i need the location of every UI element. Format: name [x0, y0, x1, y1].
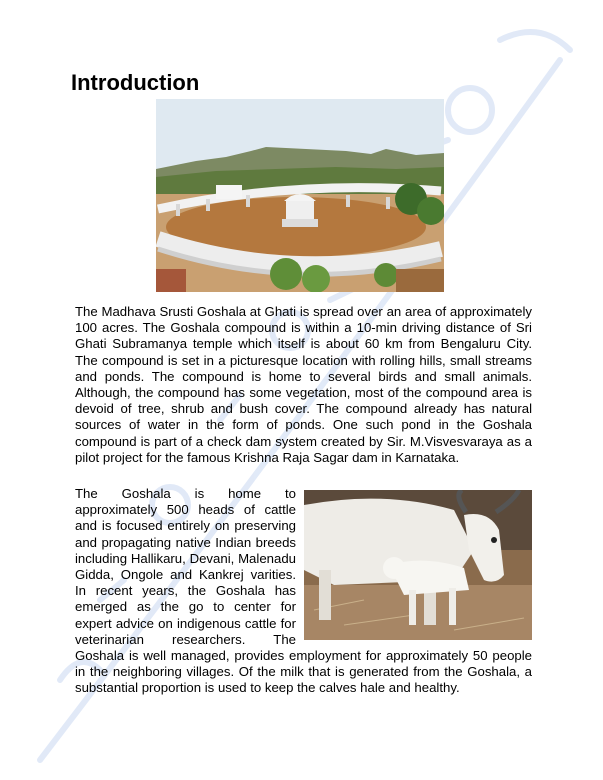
cow-and-calf-photo: [304, 490, 532, 640]
intro-paragraph-2: The Goshala is home to approximately 500 heads of cattle and is focused entirely on preserving and propagating native Indian breeds including Hallikaru, Devani, Malenadu Gidda, Ongole and Kankrej varities. In recent years, the Goshala has emerged as the go to center for expert advice on indigenous cattle for veterinarian researchers. The Goshala is well managed, provides employment for approximately 50 people in the neighboring villages. Of the milk that is generated from the Goshala, a substantial proportion is used to keep the calves hale and healthy.: [75, 486, 532, 696]
intro-paragraph-1: The Madhava Srusti Goshala at Ghati is spread over an area of approximately 100 acres. The Goshala compound is within a 10-min driving distance of Sri Ghati Subramanya temple which itself is about 60 km from Bengaluru City. The compound is set in a picturesque location with rolling hills, small streams and ponds. The compound is home to several birds and small animals. Although, the compound has some vegetation, most of the compound area is devoid of tree, shrub and bush cover. The compound already has natural sources of water in the form of ponds. One such pond in the Goshala compound is part of a check dam system created by Sir. M.Visvesvaraya as a pilot project for the famous Krishna Raja Sagar dam in Karnataka.: [75, 304, 532, 465]
intro-paragraph-2-block: [75, 486, 532, 697]
page-title: Introduction: [71, 70, 200, 95]
goshala-compound-photo: [156, 99, 444, 292]
